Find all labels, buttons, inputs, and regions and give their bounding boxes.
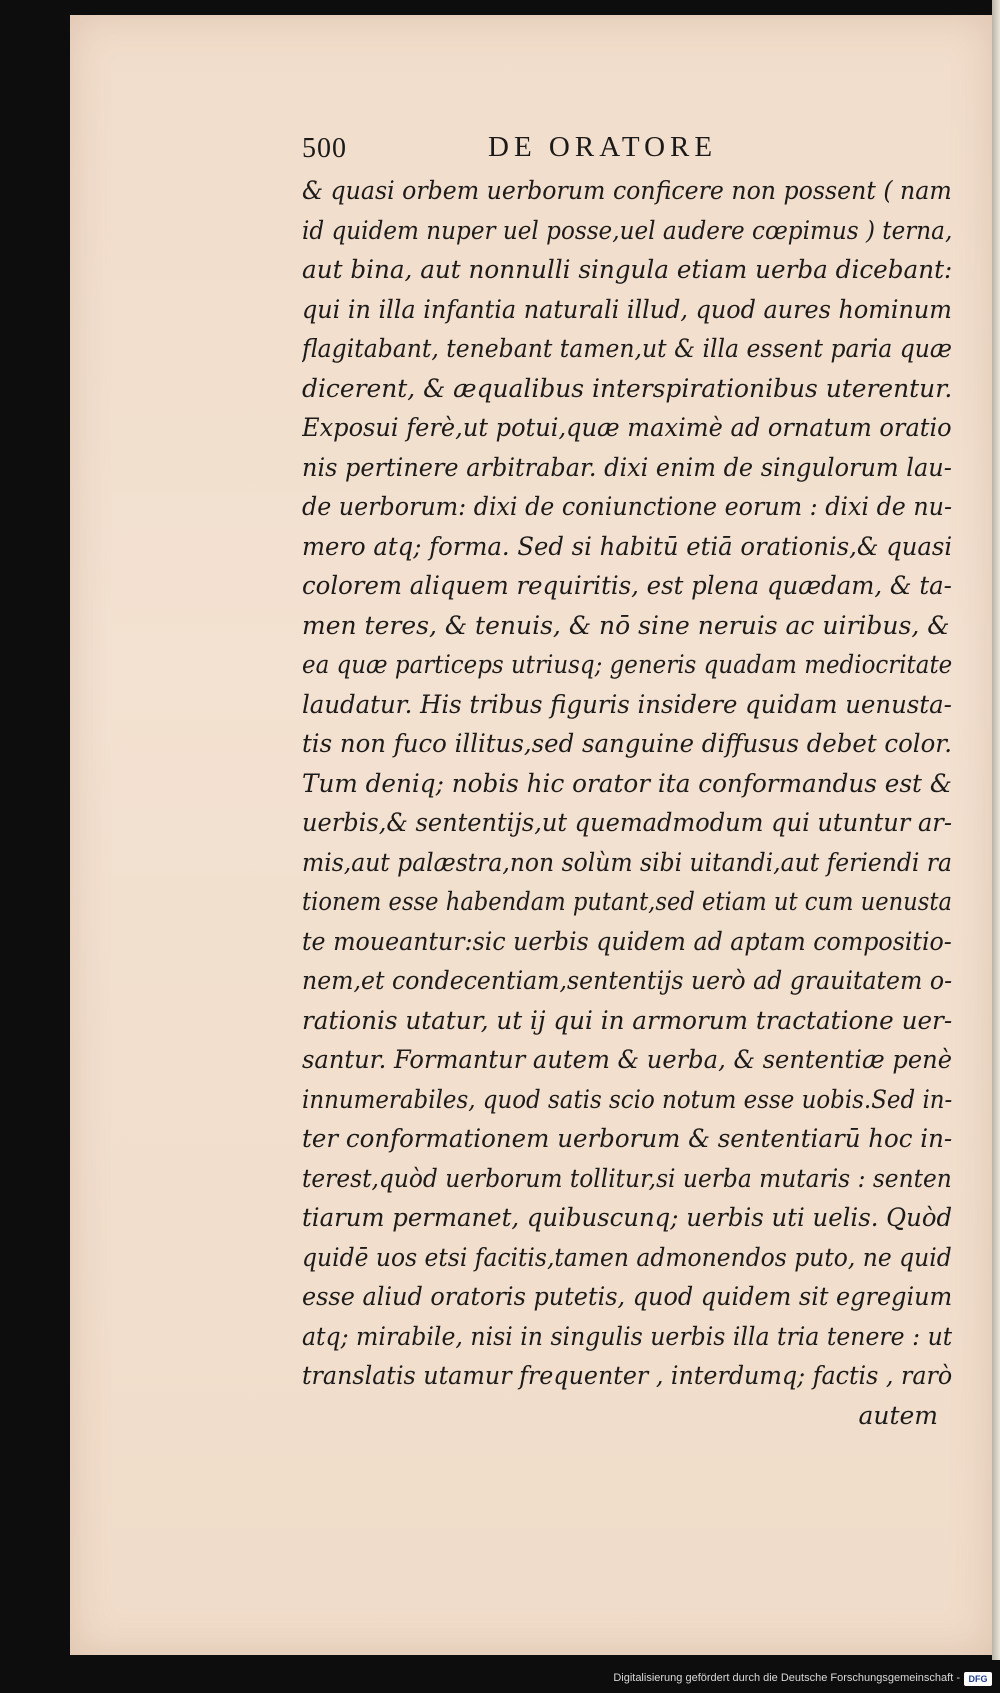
text-line: & quasi orbem uerborum conficere non possent ( nam	[302, 176, 952, 205]
running-title: DE ORATORE	[488, 131, 718, 163]
digitization-credit: Digitalisierung gefördert durch die Deutsche Forschungsgemeinschaft -	[613, 1672, 960, 1684]
text-line: Tum deniq; nobis hic orator ita conformandus est &	[302, 768, 952, 798]
text-line: men teres, & tenuis, & nō sine neruis ac uiribus, &	[302, 610, 950, 640]
text-line: Exposui ferè,ut potui,quæ maximè ad ornatum oratio	[302, 413, 952, 442]
text-line: dicerent, & æqualibus interspirationibus uterentur.	[302, 373, 952, 403]
text-line: flagitabant, tenebant tamen,ut & illa essent paria quæ	[302, 334, 952, 363]
page-header	[302, 133, 902, 173]
page-number: 500	[302, 133, 347, 164]
text-line: te moueantur:sic uerbis quidem ad aptam compositio-	[302, 926, 952, 956]
text-line: tis non fuco illitus,sed sanguine diffusus debet color.	[302, 729, 952, 758]
text-line: ter conformationem uerborum & sententiarū hoc in-	[302, 1124, 952, 1153]
text-line: translatis utamur frequenter , interdumq; factis , rarò	[302, 1361, 952, 1390]
dfg-logo: DFG	[964, 1672, 992, 1686]
body-text	[302, 171, 952, 1435]
text-line: ea quæ particeps utriusq; generis quadam mediocritate	[302, 650, 952, 679]
text-line: id quidem nuper uel posse,uel audere cœpimus ) terna,	[302, 215, 952, 245]
adjacent-page-edge	[992, 0, 1000, 1660]
text-line: santur. Formantur autem & uerba, & sententiæ penè	[302, 1045, 952, 1074]
text-line: atq; mirabile, nisi in singulis uerbis illa tria tenere : ut	[302, 1321, 952, 1351]
text-line: nem,et condecentiam,sententijs uerò ad grauitatem o-	[302, 966, 952, 995]
catchword: autem	[858, 1400, 938, 1430]
text-line: innumerabiles, quod satis scio notum esse uobis.Sed in-	[302, 1084, 952, 1114]
text-line: esse aliud oratoris putetis, quod quidem sit egregium	[302, 1282, 952, 1311]
text-line: laudatur. His tribus figuris insidere quidam uenusta-	[302, 689, 952, 719]
footer-bar	[0, 1663, 1000, 1693]
text-line: aut bina, aut nonnulli singula etiam uerba dicebant:	[302, 255, 952, 284]
text-line: uerbis,& sententijs,ut quemadmodum qui utuntur ar-	[302, 808, 952, 837]
text-line: rationis utatur, ut ij qui in armorum tractatione uer-	[302, 1005, 952, 1035]
text-line: tionem esse habendam putant,sed etiam ut cum uenusta	[302, 887, 952, 916]
text-line: de uerborum: dixi de coniunctione eorum : dixi de nu-	[302, 492, 952, 521]
text-line: mis,aut palæstra,non solùm sibi uitandi,aut feriendi ra	[302, 847, 952, 877]
text-line: mero atq; forma. Sed si habitū etiā orationis,& quasi	[302, 531, 952, 561]
text-line: tiarum permanet, quibuscunq; uerbis uti uelis. Quòd	[302, 1203, 952, 1232]
text-line: colorem aliquem requiritis, est plena quædam, & ta-	[302, 571, 952, 600]
text-line: nis pertinere arbitrabar. dixi enim de singulorum lau-	[302, 452, 952, 482]
text-line: quidē uos etsi facitis,tamen admonendos puto, ne quid	[302, 1242, 952, 1272]
text-line: qui in illa infantia naturali illud, quod aures hominum	[302, 294, 952, 324]
text-line: terest,quòd uerborum tollitur,si uerba mutaris : senten	[302, 1163, 952, 1193]
